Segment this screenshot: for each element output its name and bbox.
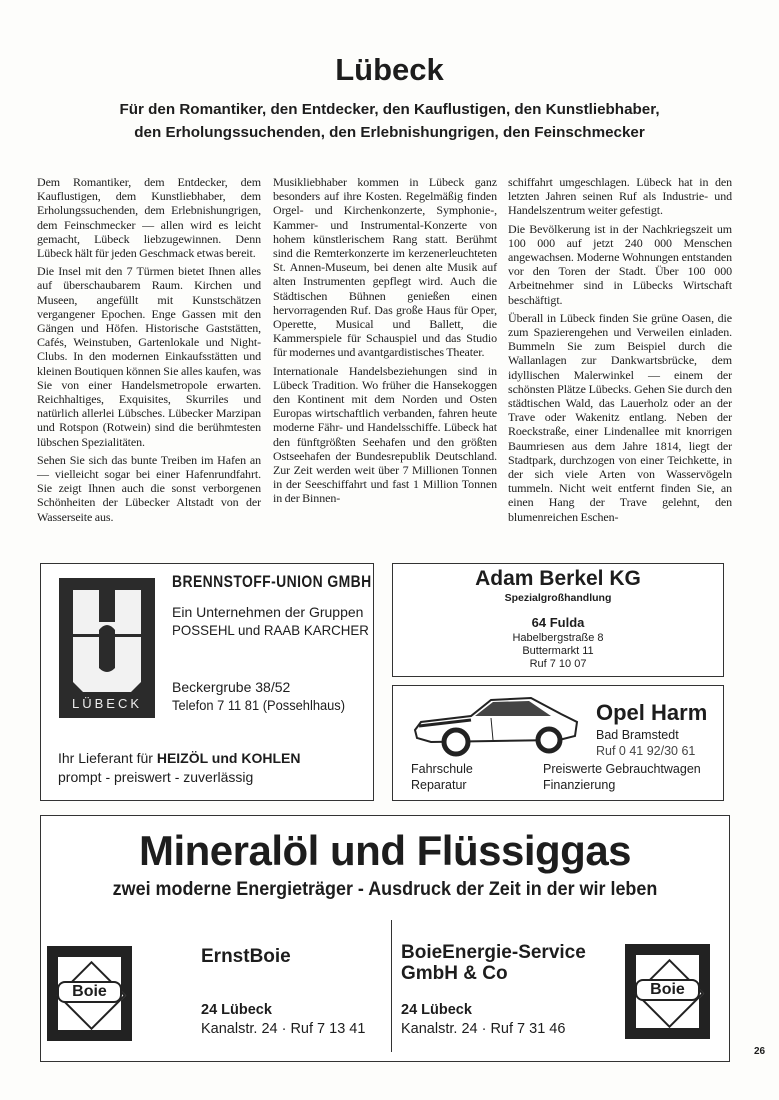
logo-text: Boie <box>635 979 700 1001</box>
ad-text: POSSEHL und RAAB KARCHER <box>172 622 369 638</box>
article-column-2 <box>273 175 497 510</box>
ad-text-bold: HEIZÖL und KOHLEN <box>156 750 301 766</box>
phone: Ruf 7 10 07 <box>529 658 587 670</box>
ad-boie <box>40 815 730 1062</box>
city: 24 Lübeck <box>201 1002 272 1018</box>
car-illustration-icon <box>411 692 581 758</box>
phone: Ruf 0 41 92/30 61 <box>596 744 696 758</box>
address: Habelbergstraße 8 <box>512 632 604 644</box>
company-name <box>401 942 586 984</box>
company-name: Opel Harm <box>596 700 708 725</box>
paragraph: Die Insel mit den 7 Türmen bietet Ihnen alles auf überschaubarem Raum. Kirchen und Museen, angefüllt mit Kunstschätzen vergangener Epochen. Enge Gassen mit den Gängen und Höfen. Historische Gaststätten, Cafés, Weinstuben, Gartenlokale und Night-Clubs. In den modernen Einkaufsstätten und kleinen Boutiquen können Sie alles kaufen, was Sie von einer Handelsmetropole erwarten. Reichhaltiges, Exquisites, Skurriles und natürlich allerlei Lübsches. Lübecker Marzipan und Rotspon (Rotwein) sind die berühmtesten lübschen Spezialitäten. <box>37 264 261 449</box>
divider <box>391 920 392 1052</box>
address: Kanalstr. 24 · Ruf 7 13 41 <box>201 1021 366 1037</box>
city: Bad Bramstedt <box>596 728 679 742</box>
article-column-3 <box>508 175 732 528</box>
city: 64 Fulda <box>531 615 585 630</box>
article-column-1 <box>37 175 261 528</box>
address: Beckergrube 38/52 <box>172 679 291 695</box>
service: Finanzierung <box>543 778 616 792</box>
tagline: prompt - preiswert - zuverlässig <box>58 769 254 785</box>
page-number: 26 <box>754 1046 766 1057</box>
paragraph: schiffahrt umgeschlagen. Lübeck hat in den letzten Jahren seinen Ruf als Industrie- und Handelszentrum weiter gefestigt. <box>508 175 732 218</box>
page-title: Lübeck <box>335 52 444 87</box>
supplier-line <box>58 750 300 766</box>
paragraph: Die Bevölkerung ist in der Nachkriegszeit um 100 000 auf jetzt 240 000 Menschen angewachsen. Moderne Wohnungen entstanden vor den Toren der Stadt. Über 100 000 Arbeitnehmer sind in Lübecks Wirtschaft beschäftigt. <box>508 221 732 307</box>
ad-subline: zwei moderne Energieträger - Ausdruck der Zeit in der wir leben <box>112 878 658 900</box>
ad-text: Ein Unternehmen der Gruppen <box>172 604 364 620</box>
service: Fahrschule <box>411 762 473 776</box>
ad-adam-berkel <box>392 563 724 677</box>
service: Reparatur <box>411 778 467 792</box>
subtitle-line-2: den Erholungssuchenden, den Erlebnishungrigen, den Feinschmecker <box>134 124 645 141</box>
logo-text: LÜBECK <box>71 696 143 711</box>
company-name: Adam Berkel KG <box>475 567 641 590</box>
ad-brennstoff-union <box>40 563 374 801</box>
ad-headline: Mineralöl und Flüssiggas <box>138 827 632 874</box>
ad-text: Ihr Lieferant für <box>58 750 157 766</box>
phone: Telefon 7 11 81 (Possehlhaus) <box>172 697 346 713</box>
address: Buttermarkt 11 <box>522 645 594 657</box>
subtitle-line-1: Für den Romantiker, den Entdecker, den Kauflustigen, den Kunstliebhaber, <box>119 101 660 118</box>
company-name: ErnstBoie <box>201 946 291 967</box>
ad-opel-harm <box>392 685 724 801</box>
service: Preiswerte Gebrauchtwagen <box>543 762 701 776</box>
paragraph: Internationale Handelsbeziehungen sind in Lübeck Tradition. Wo früher die Hansekoggen den Kontinent mit dem Norden und Osten Europas wirtschaftlich verbanden, fahren heute moderne Fähr- und Handelsschiffe. Lübeck hat den fünftgrößten Seehafen und den größten Ostseehafen der Bundesrepublik Deutschland. Zur Zeit werden weit über 7 Millionen Tonnen in der Seeschiffahrt und fast 1 Million Tonnen in der Binnen- <box>273 363 497 506</box>
paragraph: Überall in Lübeck finden Sie grüne Oasen, die zum Spazierengehen und Verweilen einladen. Bummeln Sie zum Beispiel durch die Wallanlagen zur Dankwartsbrücke, dem idyllischen Malerwinkel — einem der schönsten Plätze Lübecks. Gehen Sie durch den städtischen Wald, das Lauerholz oder an der Trave oder Wakenitz entlang. Neben der Roeckstraße, einer Lindenallee mit knorrigen Baumriesen aus dem Jahre 1814, liegt der Stadtpark, durchzogen von einer Teichkette, in der sich viele Arten von Wasservögeln tummeln. Nicht weit entfernt finden Sie, an einen Hang der Trave gelehnt, den blumenreichen Eschen- <box>508 310 732 524</box>
brennstoff-logo <box>59 578 155 718</box>
boie-logo-left <box>47 946 132 1041</box>
address: Kanalstr. 24 · Ruf 7 31 46 <box>401 1021 566 1037</box>
ad-text: Spezialgroßhandlung <box>504 592 612 604</box>
city: 24 Lübeck <box>401 1002 472 1018</box>
paragraph: Sehen Sie sich das bunte Treiben im Hafen an — vielleicht sogar bei einer Hafenrundfahrt. Sie zeigt Ihnen auch die sonst verborgenen Schönheiten der Lübecker Altstadt von der Wasserseite aus. <box>37 452 261 524</box>
company-name: BRENNSTOFF-UNION GMBH <box>172 572 372 591</box>
logo-text: Boie <box>57 981 122 1003</box>
bu-monogram-icon <box>59 578 155 698</box>
boie-logo-right <box>625 944 710 1039</box>
company-name-line: BoieEnergie-Service <box>401 942 586 963</box>
company-name-line: GmbH & Co <box>401 963 508 984</box>
paragraph: Dem Romantiker, dem Entdecker, dem Kauflustigen, dem Kunstliebhaber, dem Erholungssuchenden, dem Erlebnishungrigen, dem Feinschmecker — allen wird es leicht gemacht, Lübeck liebzugewinnen. Denn Lübeck hält für jeden Geschmack etwas bereit. <box>37 175 261 261</box>
paragraph: Musikliebhaber kommen in Lübeck ganz besonders auf ihre Kosten. Regelmäßig finden Orgel- und Kirchenkonzerte, Symphonie-, Kammer- und Instrumental-Konzerte von hohem künstlerischem Rang statt. Berühmt sind die Remterkonzerte im kerzenerleuchteten St. Annen-Museum, bei denen alte Musik auf alten Instrumenten gepflegt wird. Auch die Städtischen Bühnen genießen einen hervorragenden Ruf. Das große Haus für Oper, Operette, Musical und Ballett, die Kammerspiele für Schauspiel und das Studio für modernes und avantgardistisches Theater. <box>273 175 497 360</box>
